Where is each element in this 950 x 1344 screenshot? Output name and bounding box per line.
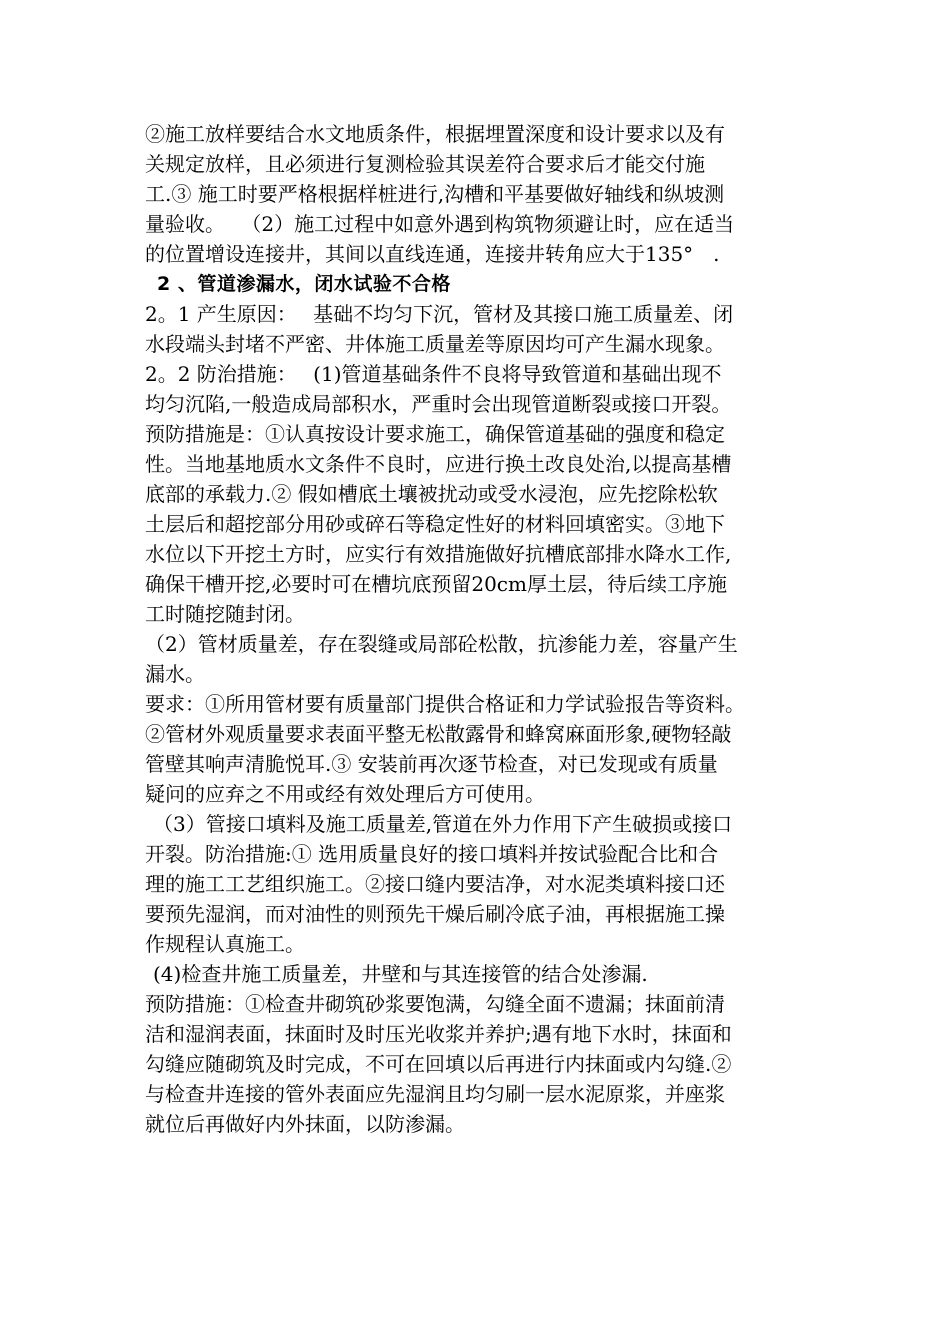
text-line: 与检查井连接的管外表面应先湿润且均匀刷一层水泥原浆，并座浆 [145, 1082, 725, 1106]
text-line: 量验收。 （2）施工过程中如意外遇到构筑物须避让时，应在适当 [145, 212, 735, 236]
text-line: 工.③ 施工时要严格根据样桩进行,沟槽和平基要做好轴线和纵坡测 [145, 182, 725, 206]
text-line: （3）管接口填料及施工质量差,管道在外力作用下产生破损或接口 [153, 812, 733, 836]
text-line: 预防措施是：①认真按设计要求施工，确保管道基础的强度和稳定 [145, 422, 725, 446]
text-line: 管壁其响声清脆悦耳.③ 安装前再次逐节检查，对已发现或有质量 [145, 752, 718, 776]
text-line: 均匀沉陷,一般造成局部积水，严重时会出现管道断裂或接口开裂。 [145, 392, 732, 416]
text-line: 预防措施：①检查井砌筑砂浆要饱满，勾缝全面不遗漏；抹面前清 [145, 992, 725, 1016]
text-line: 要预先湿润，而对油性的则预先干燥后刷冷底子油，再根据施工操 [145, 902, 725, 926]
text-line: 底部的承载力.② 假如槽底土壤被扰动或受水浸泡，应先挖除松软 [145, 482, 718, 506]
text-line: 疑问的应弃之不用或经有效处理后方可使用。 [145, 782, 545, 806]
text-line: ②施工放样要结合水文地质条件，根据埋置深度和设计要求以及有 [145, 122, 725, 146]
text-line: （2）管材质量差，存在裂缝或局部砼松散，抗渗能力差，容量产生 [145, 632, 738, 656]
text-line: 水段端头封堵不严密、井体施工质量差等原因均可产生漏水现象。 [145, 332, 725, 356]
text-line: ②管材外观质量要求表面平整无松散露骨和蜂窝麻面形象,硬物轻敲 [145, 722, 732, 746]
text-line: 2。1 产生原因： 基础不均匀下沉，管材及其接口施工质量差、闭 [145, 302, 734, 326]
document-body [145, 119, 815, 1139]
text-line: 作规程认真施工。 [145, 932, 305, 956]
text-line: 理的施工工艺组织施工。②接口缝内要洁净，对水泥类填料接口还 [145, 872, 725, 896]
section-heading: 2 、管道渗漏水，闭水试验不合格 [157, 273, 451, 295]
text-line: 要求：①所用管材要有质量部门提供合格证和力学试验报告等资料。 [145, 692, 745, 716]
text-line: 土层后和超挖部分用砂或碎石等稳定性好的材料回填密实。③地下 [145, 512, 725, 536]
text-line: 的位置增设连接井，其间以直线连通，连接井转角应大于135° . [145, 242, 720, 266]
text-line: 就位后再做好内外抹面，以防渗漏。 [145, 1112, 465, 1136]
text-line: 水位以下开挖土方时，应实行有效措施做好抗槽底部排水降水工作, [145, 542, 732, 566]
text-line: 2。2 防治措施： (1)管道基础条件不良将导致管道和基础出现不 [145, 362, 722, 386]
text-line: 性。当地基地质水文条件不良时，应进行换土改良处治,以提高基槽 [145, 452, 732, 476]
text-line: (4)检查井施工质量差，井壁和与其连接管的结合处渗漏. [153, 962, 648, 986]
text-line: 勾缝应随砌筑及时完成，不可在回填以后再进行内抹面或内勾缝.② [145, 1052, 732, 1076]
text-line: 工时随挖随封闭。 [145, 602, 305, 626]
text-line: 漏水。 [145, 662, 205, 686]
text-line: 确保干槽开挖,必要时可在槽坑底预留20cm厚土层，待后续工序施 [145, 572, 727, 596]
text-line: 关规定放样，且必须进行复测检验其误差符合要求后才能交付施 [145, 152, 705, 176]
text-line: 洁和湿润表面，抹面时及时压光收浆并养护;遇有地下水时，抹面和 [145, 1022, 732, 1046]
text-line: 开裂。防治措施:① 选用质量良好的接口填料并按试验配合比和合 [145, 842, 719, 866]
